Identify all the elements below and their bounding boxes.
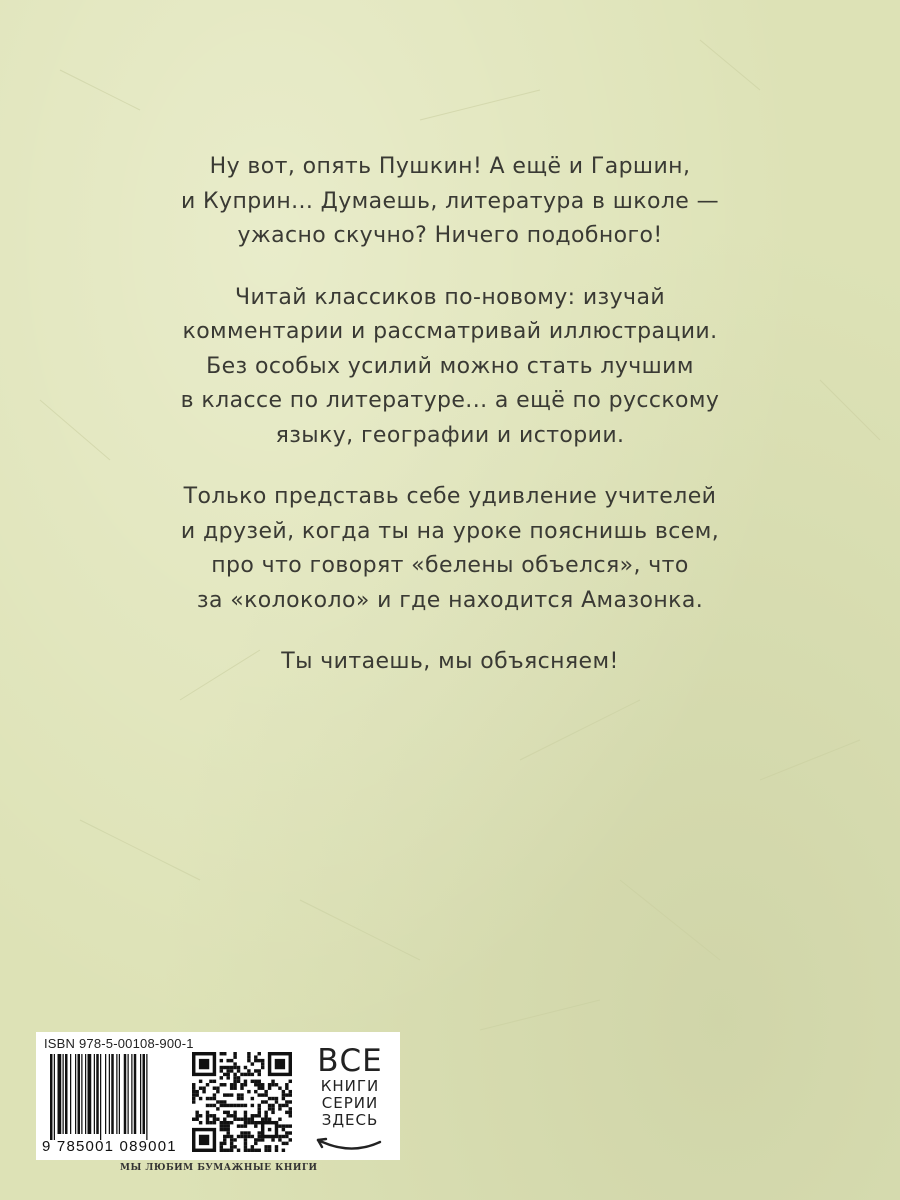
blurb-line: и друзей, когда ты на уроке пояснишь всем,	[180, 518, 720, 544]
blurb-line: Ты читаешь, мы объясняем!	[281, 649, 619, 674]
isbn-label: ISBN 978-5-00108-900-1	[44, 1036, 194, 1051]
blurb-line: ужасно скучно? Ничего подобного!	[237, 223, 663, 248]
blurb-line: про что говорят «белены объелся», что	[211, 553, 689, 578]
blurb-line: в классе по литературе... а ещё по русскому	[180, 388, 720, 413]
blurb-line: и Куприн... Думаешь, литература в школе —	[180, 188, 720, 214]
series-label-line: ЗДЕСЬ	[321, 1111, 379, 1129]
blurb-line: за «колоколо» и где находится Амазонка.	[196, 587, 704, 613]
blurb-paragraph-1	[100, 150, 800, 254]
series-label-line: ВСЕ	[317, 1043, 383, 1079]
imprint-box	[36, 1032, 400, 1160]
curved-arrow-icon	[314, 1136, 386, 1154]
publisher-tagline: МЫ ЛЮБИМ БУМАЖНЫЕ КНИГИ	[120, 1163, 318, 1173]
blurb-line: Ну вот, опять Пушкин! А ещё и Гаршин,	[209, 154, 691, 179]
blurb-line: комментарии и рассматривай иллюстрации.	[182, 319, 718, 344]
blurb-text	[100, 150, 800, 707]
blurb-line: Только представь себе удивление учителей	[183, 484, 717, 509]
barcode-icon	[48, 1054, 180, 1140]
series-label-line: КНИГИ	[320, 1077, 380, 1095]
series-label-line: СЕРИИ	[321, 1094, 379, 1112]
barcode-digits: 9 785001 089001	[42, 1138, 177, 1155]
blurb-paragraph-2	[100, 281, 800, 454]
blurb-paragraph-4	[100, 645, 800, 680]
blurb-line: языку, географии и истории.	[275, 422, 625, 448]
blurb-line: Читай классиков по-новому: изучай	[234, 284, 666, 310]
blurb-paragraph-3	[100, 480, 800, 618]
qr-code-icon[interactable]	[192, 1052, 292, 1152]
blurb-line: Без особых усилий можно стать лучшим	[206, 353, 694, 379]
all-series-books-label	[308, 1043, 392, 1129]
